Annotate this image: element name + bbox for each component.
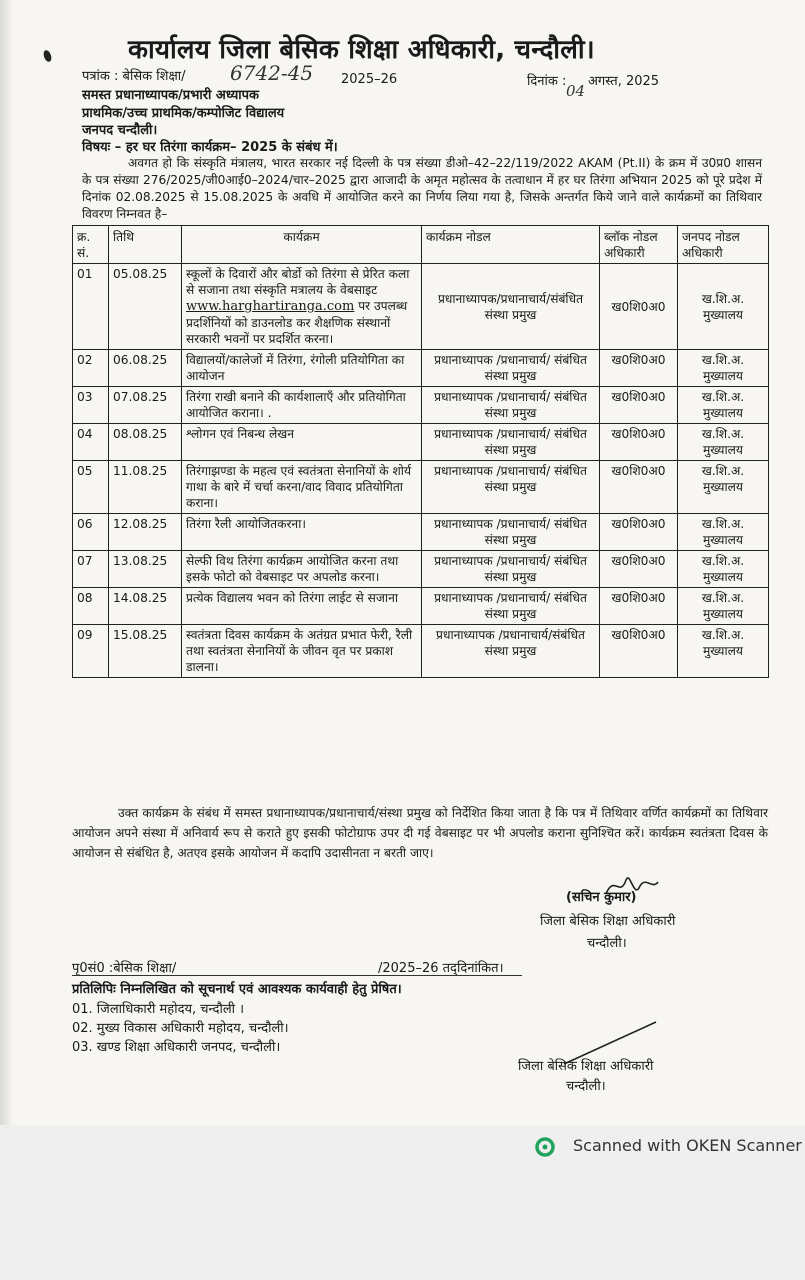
row-sn: 03: [73, 387, 109, 424]
table-row: [73, 424, 769, 461]
copy-sig-place: चन्दौली।: [566, 1079, 606, 1094]
row-sn: 04: [73, 424, 109, 461]
row-district: ख.शि.अ. मुख्यालय: [678, 625, 769, 678]
row-date: 14.08.25: [109, 588, 182, 625]
row-district: ख.शि.अ. मुख्यालय: [678, 387, 769, 424]
signatory-place: चन्दौली।: [587, 936, 627, 951]
copy-heading: प्रतिलिपिः निम्नलिखित को सूचनार्थ एवं आवश्यक कार्यवाही हेतु प्रेषित।: [72, 982, 402, 997]
row-district: ख.शि.अ. मुख्यालय: [678, 551, 769, 588]
row-sn: 08: [73, 588, 109, 625]
program-text-b: पर उपलब्ध प्रदर्शिनियों को डाउनलोड कर शैक्षणिक संस्थानों सरकारी भवनों पर प्रदर्शित करना।: [186, 299, 408, 346]
table-row: [73, 588, 769, 625]
row-nodal: प्रधानाध्यापक /प्रधानाचार्य/ संबंधित संस्था प्रमुख: [422, 514, 600, 551]
copy-item: 03. खण्ड शिक्षा अधिकारी जनपद, चन्दौली।: [72, 1040, 281, 1055]
table-header-row: [73, 226, 769, 264]
row-nodal: प्रधानाध्यापक /प्रधानाचार्य/ संबंधित संस्था प्रमुख: [422, 350, 600, 387]
table-row: [73, 387, 769, 424]
subject-line: विषयः – हर घर तिरंगा कार्यक्रम– 2025 के संबंध में।: [82, 140, 338, 155]
copy-item: 02. मुख्य विकास अधिकारी महोदय, चन्दौली।: [72, 1021, 289, 1036]
oken-scanner-logo-icon: [535, 1137, 555, 1157]
ref-label: पत्रांक : बेसिक शिक्षा/: [82, 69, 186, 84]
row-date: 07.08.25: [109, 387, 182, 424]
row-block: ख0शि0अ0: [600, 424, 678, 461]
row-sn: 02: [73, 350, 109, 387]
row-block: ख0शि0अ0: [600, 264, 678, 350]
ref-number-handwritten: 6742-45: [230, 61, 314, 85]
row-block: ख0शि0अ0: [600, 551, 678, 588]
copy-ref-underline: [72, 975, 522, 976]
row-block: ख0शि0अ0: [600, 350, 678, 387]
row-date: 11.08.25: [109, 461, 182, 514]
copy-ref-date: /2025–26 तद्‌दिनांकित।: [378, 961, 504, 976]
date-handwritten: 04: [566, 82, 586, 100]
addressee-line-3: जनपद चन्दौली।: [82, 123, 158, 138]
row-date: 12.08.25: [109, 514, 182, 551]
row-date: 13.08.25: [109, 551, 182, 588]
scan-edge: [0, 0, 12, 1125]
row-nodal: प्रधानाध्यापक /प्रधानाचार्य/ संबंधित संस्था प्रमुख: [422, 551, 600, 588]
row-program: प्रत्येक विद्यालय भवन को तिरंगा लाईट से सजाना: [182, 588, 422, 625]
intro-text: अवगत हो कि संस्कृति मंत्रालय, भारत सरकार नई दिल्ली के पत्र संख्या डीओ–42–22/119/2022 AKAM (Pt.II) के क्रम में उ0प्र0 शासन के पत्र संख्या 276/2025/जी0आई0–2024/चार–2025 द्वारा आजादी के अमृत महोत्सव के तत्वाधान में हर घर तिरंगा अभियान 2025 को पूरे प्रदेश में दिनांक 02.08.2025 से 15.08.2025 के अवधि में आयोजित करने का निर्णय लिया गया है, जिसके अन्तर्गत किये जाने वाले कार्यक्रमों का तिथिवार विवरण निम्नवत है–: [82, 156, 762, 221]
table-row: [73, 264, 769, 350]
row-block: ख0शि0अ0: [600, 387, 678, 424]
ref-year: 2025–26: [341, 72, 398, 87]
row-program: विद्यालयों/कालेजों में तिरंगा, रंगोली प्रतियोगिता का आयोजन: [182, 350, 422, 387]
row-block: ख0शि0अ0: [600, 625, 678, 678]
table-row: [73, 461, 769, 514]
addressee-line-1: समस्त प्रधानाध्यापक/प्रभारी अध्यापक: [82, 88, 260, 103]
row-district: ख.शि.अ. मुख्यालय: [678, 461, 769, 514]
row-date: 15.08.25: [109, 625, 182, 678]
table-row: [73, 551, 769, 588]
row-date: 06.08.25: [109, 350, 182, 387]
header-district: जनपद नोडल अधिकारी: [678, 226, 769, 264]
website-link[interactable]: www.harghartiranga.com: [186, 299, 355, 314]
signatory-name: (सचिन कुमार): [566, 890, 637, 905]
table-row: [73, 350, 769, 387]
row-district: ख.शि.अ. मुख्यालय: [678, 264, 769, 350]
row-program: तिरंगा राखी बनाने की कार्यशालाएँ और प्रतियोगिता आयोजित कराना। .: [182, 387, 422, 424]
row-program: स्वतंत्रता दिवस कार्यक्रम के अतंग्रत प्रभात फेरी, रैली तथा स्वतंत्रता सेनानियों के जीवन वृत पर प्रकाश डालना।: [182, 625, 422, 678]
row-block: ख0शि0अ0: [600, 461, 678, 514]
row-block: ख0शि0अ0: [600, 588, 678, 625]
row-district: ख.शि.अ. मुख्यालय: [678, 350, 769, 387]
row-date: 08.08.25: [109, 424, 182, 461]
row-district: ख.शि.अ. मुख्यालय: [678, 424, 769, 461]
row-sn: 05: [73, 461, 109, 514]
row-program: तिरंगा रैली आयोजितकरना।: [182, 514, 422, 551]
row-nodal: प्रधानाध्यापक /प्रधानाचार्य/संबंधित संस्था प्रमुख: [422, 625, 600, 678]
date-month: अगस्त, 2025: [588, 74, 660, 89]
row-sn: 07: [73, 551, 109, 588]
copy-sig-designation: जिला बेसिक शिक्षा अधिकारी: [518, 1059, 654, 1074]
row-sn: 01: [73, 264, 109, 350]
row-sn: 06: [73, 514, 109, 551]
signatory-designation: जिला बेसिक शिक्षा अधिकारी: [540, 914, 676, 929]
row-program: [182, 264, 422, 350]
closing-text: उक्त कार्यक्रम के संबंध में समस्त प्रधानाध्यापक/प्रधानाचार्य/संस्था प्रमुख को निर्देशित किया जाता है कि पत्र में तिथिवार वर्णित कार्यक्रमों का तिथिवार आयोजन अपने संस्था में अनिवार्य रूप से कराते हुए इसकी फोटोग्राफ उपर दी गई वेबसाइट पर भी अपलोड कराना सुनिश्चित करें। कार्यक्रम स्वतंत्रता दिवस के आयोजन से संबंधित है, अतएव इसके आयोजन में कदापि उदासीनता न बरती जाए।: [72, 806, 768, 860]
header-sn: क्र. सं.: [73, 226, 109, 264]
program-text-a: स्कूलों के दिवारों और बोर्डो को तिरंगा से प्रेरित कला से सजाना तथा संस्कृति मत्रालय के वेबसाइट: [186, 267, 410, 297]
intro-paragraph: [82, 155, 762, 223]
copy-ref-line: पृ0सं0 :बेसिक शिक्षा/: [72, 961, 177, 976]
row-date: 05.08.25: [109, 264, 182, 350]
row-nodal: प्रधानाध्यापक /प्रधानाचार्य/ संबंधित संस्था प्रमुख: [422, 588, 600, 625]
header-nodal: कार्यक्रम नोडल: [422, 226, 600, 264]
row-program: सेल्फी विथ तिरंगा कार्यक्रम आयोजित करना तथा इसके फोटो को वेबसाइट पर अपलोड करना।: [182, 551, 422, 588]
row-nodal: प्रधानाध्यापक /प्रधानाचार्य/ संबंधित संस्था प्रमुख: [422, 424, 600, 461]
office-title: कार्यालय जिला बेसिक शिक्षा अधिकारी, चन्दौली।: [128, 35, 595, 65]
row-district: ख.शि.अ. मुख्यालय: [678, 588, 769, 625]
addressee-line-2: प्राथमिक/उच्च प्राथमिक/कम्पोजिट विद्यालय: [82, 106, 285, 121]
scanner-watermark-text: Scanned with OKEN Scanner: [573, 1136, 802, 1155]
punch-mark: [42, 49, 53, 63]
row-program: श्लोगन एवं निबन्ध लेखन: [182, 424, 422, 461]
header-program: कार्यक्रम: [182, 226, 422, 264]
row-nodal: प्रधानाध्यापक /प्रधानाचार्य/ संबंधित संस्था प्रमुख: [422, 461, 600, 514]
programme-table: [72, 225, 769, 678]
date-label: दिनांक :: [527, 74, 567, 89]
row-nodal: प्रधानाध्यापक/प्रधानाचार्य/संबंधित संस्था प्रमुख: [422, 264, 600, 350]
table-row: [73, 514, 769, 551]
row-program: तिरंगाझण्डा के महत्व एवं स्वतंत्रता सेनानियों के शोर्य गाथा के बारे में चर्चा करना/वाद विवाद प्रतियोगिता कराना।: [182, 461, 422, 514]
table-row: [73, 625, 769, 678]
header-date: तिथि: [109, 226, 182, 264]
closing-paragraph: [72, 803, 768, 863]
row-sn: 09: [73, 625, 109, 678]
header-block: ब्लॉक नोडल अधिकारी: [600, 226, 678, 264]
row-nodal: प्रधानाध्यापक /प्रधानाचार्य/ संबंधित संस्था प्रमुख: [422, 387, 600, 424]
row-block: ख0शि0अ0: [600, 514, 678, 551]
copy-item: 01. जिलाधिकारी महोदय, चन्दौली ।: [72, 1002, 245, 1017]
row-district: ख.शि.अ. मुख्यालय: [678, 514, 769, 551]
